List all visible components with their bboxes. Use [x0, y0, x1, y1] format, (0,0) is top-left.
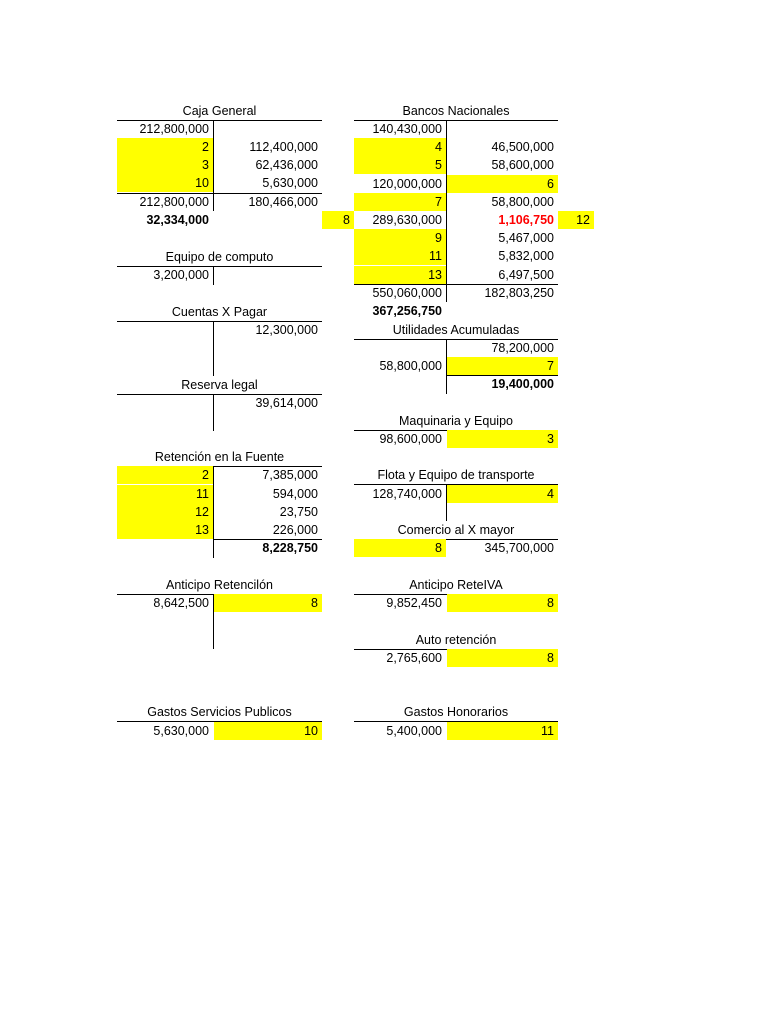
anticipo-retencion-debit: 8,642,500	[153, 596, 209, 610]
gastos-honorarios-debit: 5,400,000	[386, 724, 442, 738]
retencion-fuente-credit: 594,000	[272, 487, 318, 501]
reserva-legal-credit: 39,614,000	[255, 396, 318, 410]
retencion-fuente-ref: 12	[117, 503, 213, 521]
utilidades-balance: 19,400,000	[491, 377, 554, 391]
equipo-computo-debit: 3,200,000	[153, 268, 209, 282]
retencion-fuente-title: Retención en la Fuente	[154, 450, 285, 464]
caja-general-ref: 10	[117, 174, 213, 192]
utilidades-ref: 7	[447, 357, 558, 375]
utilidades-title: Utilidades Acumuladas	[392, 323, 520, 337]
gastos-honorarios-ref: 11	[447, 722, 558, 740]
caja-general-credit: 62,436,000	[255, 158, 318, 172]
gastos-honorarios-title: Gastos Honorarios	[403, 705, 509, 719]
bancos-debit: 140,430,000	[372, 122, 442, 136]
bancos-balance: 367,256,750	[372, 304, 442, 318]
bancos-ref: 9	[354, 229, 446, 247]
auto-retencion-debit: 2,765,600	[386, 651, 442, 665]
maquinaria-ref: 3	[447, 430, 558, 448]
retencion-fuente-credit: 23,750	[279, 505, 318, 519]
bancos-credit: 46,500,000	[491, 140, 554, 154]
anticipo-reteiva-ref: 8	[447, 594, 558, 612]
caja-general-ref: 2	[117, 138, 213, 156]
caja-general-title: Caja General	[182, 104, 257, 118]
gastos-servicios-debit: 5,630,000	[153, 724, 209, 738]
bancos-ref: 5	[354, 156, 446, 174]
anticipo-reteiva-title: Anticipo ReteIVA	[409, 578, 503, 592]
comercio-title: Comercio al X mayor	[397, 523, 515, 537]
flota-debit: 128,740,000	[372, 487, 442, 501]
bancos-ref: 7	[354, 193, 446, 211]
retencion-fuente-ref: 11	[117, 485, 213, 503]
caja-general-ref: 3	[117, 156, 213, 174]
comercio-credit: 345,700,000	[484, 541, 554, 555]
gastos-servicios-title: Gastos Servicios Publicos	[147, 705, 292, 719]
comercio-ref: 8	[354, 539, 446, 557]
bancos-right-ref: 12	[558, 211, 594, 229]
bancos-credit: 5,832,000	[498, 249, 554, 263]
bancos-credit: 58,600,000	[491, 158, 554, 172]
bancos-debit: 289,630,000	[372, 213, 442, 227]
flota-ref: 4	[447, 485, 558, 503]
caja-general-credit: 5,630,000	[262, 176, 318, 190]
maquinaria-title: Maquinaria y Equipo	[399, 414, 513, 428]
caja-general-total-credit: 180,466,000	[248, 195, 318, 209]
bancos-ref: 4	[354, 138, 446, 156]
maquinaria-debit: 98,600,000	[379, 432, 442, 446]
bancos-left-ref: 8	[322, 211, 354, 229]
retencion-fuente-credit: 226,000	[272, 523, 318, 537]
bancos-total-credit: 182,803,250	[484, 286, 554, 300]
bancos-title: Bancos Nacionales	[402, 104, 510, 118]
bancos-credit-negative: 1,106,750	[498, 213, 554, 227]
equipo-computo-title: Equipo de computo	[165, 250, 274, 264]
retencion-fuente-total: 8,228,750	[262, 541, 318, 555]
bancos-debit: 120,000,000	[372, 177, 442, 191]
caja-general-balance: 32,334,000	[146, 213, 209, 227]
cuentas-pagar-credit: 12,300,000	[255, 323, 318, 337]
bancos-credit: 6,497,500	[498, 268, 554, 282]
retencion-fuente-credit: 7,385,000	[262, 468, 318, 482]
cuentas-pagar-title: Cuentas X Pagar	[171, 305, 268, 319]
auto-retencion-title: Auto retención	[415, 633, 497, 647]
bancos-ref: 6	[447, 175, 558, 193]
caja-general-debit: 212,800,000	[139, 122, 209, 136]
bancos-total-debit: 550,060,000	[372, 286, 442, 300]
caja-general-total-debit: 212,800,000	[139, 195, 209, 209]
bancos-credit: 5,467,000	[498, 231, 554, 245]
utilidades-debit: 58,800,000	[379, 359, 442, 373]
bancos-ref: 11	[354, 247, 446, 265]
auto-retencion-ref: 8	[447, 649, 558, 667]
anticipo-retencion-title: Anticipo Retencilón	[165, 578, 273, 592]
gastos-servicios-ref: 10	[214, 722, 322, 740]
caja-general-credit: 112,400,000	[249, 140, 318, 154]
bancos-credit: 58,800,000	[491, 195, 554, 209]
retencion-fuente-ref: 2	[117, 466, 213, 484]
anticipo-retencion-ref: 8	[214, 594, 322, 612]
bancos-ref: 13	[354, 266, 446, 284]
equipo-computo-divider	[213, 267, 214, 285]
reserva-legal-title: Reserva legal	[181, 378, 258, 392]
retencion-fuente-ref: 13	[117, 521, 213, 539]
utilidades-credit: 78,200,000	[491, 341, 554, 355]
flota-title: Flota y Equipo de transporte	[377, 468, 535, 482]
anticipo-reteiva-debit: 9,852,450	[386, 596, 442, 610]
